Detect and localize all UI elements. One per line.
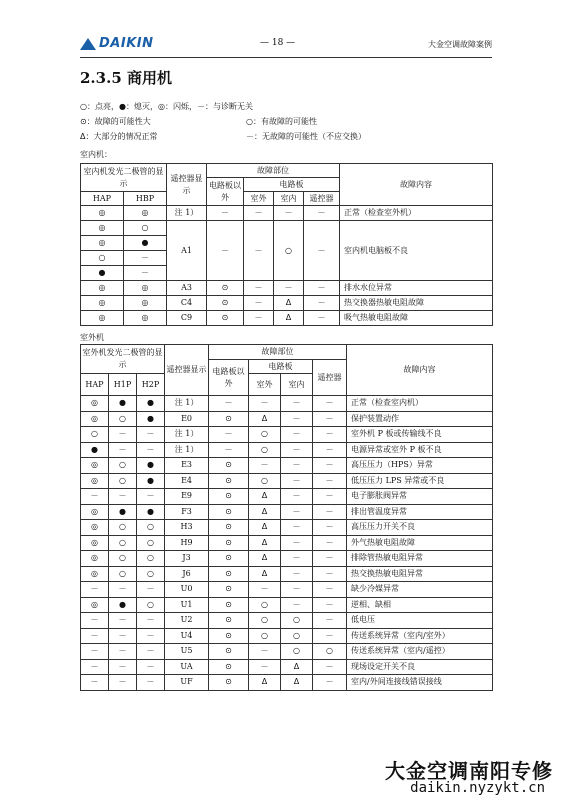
cell-h2p: ● [137, 411, 165, 427]
cell-out: － [249, 659, 281, 675]
cell-h1p: － [109, 613, 137, 629]
cell-pcb-out: ⊙ [209, 613, 249, 629]
cell-h2p: ● [137, 396, 165, 412]
cell-h2p: － [137, 613, 165, 629]
table-row [81, 520, 493, 536]
cell-hap: ◎ [81, 458, 109, 474]
cell-code: E4 [165, 473, 209, 489]
indoor-label: 室内机： [80, 150, 112, 159]
cell-h1p: － [109, 675, 137, 691]
cell-h1p: ● [109, 396, 137, 412]
cell-h1p: － [109, 628, 137, 644]
cell-pcb-out: － [209, 442, 249, 458]
table-row [81, 566, 493, 582]
cell-hap: ◎ [81, 566, 109, 582]
cell-pcb-out: ⊙ [209, 520, 249, 536]
cell-code: F3 [165, 504, 209, 520]
cell-out: Δ [249, 566, 281, 582]
outdoor-pcb-outside-header: 电路板以外 [209, 360, 249, 396]
cell-h1p: ○ [109, 566, 137, 582]
cell-rc: － [313, 582, 347, 598]
cell-rc: － [313, 427, 347, 443]
cell-in: － [281, 458, 313, 474]
cell-desc: 室内/外间连接线错误接线 [347, 675, 493, 691]
cell-code: UA [165, 659, 209, 675]
table-row: ◎ ◎ C9 ⊙ － Δ － 吸气热敏电阻故障 [81, 311, 493, 326]
header-divider [80, 57, 492, 58]
cell-h2p: ● [137, 473, 165, 489]
indoor-pcb-outside-header: 电路板以外 [207, 178, 244, 206]
table-row [81, 675, 493, 691]
cell-in: － [281, 489, 313, 505]
cell-rc: － [313, 597, 347, 613]
cell-out: Δ [249, 535, 281, 551]
outdoor-led-header: 室外机发光二极管的显示 [81, 345, 165, 374]
cell-desc: 传送系统异常（室内/遥控） [347, 644, 493, 660]
outdoor-fault-part-header: 故障部位 [209, 345, 347, 360]
cell-h1p: ○ [109, 411, 137, 427]
cell-in: － [281, 520, 313, 536]
cell-rc: － [313, 504, 347, 520]
cell-code: U0 [165, 582, 209, 598]
cell-h1p: － [109, 644, 137, 660]
cell-rc: － [313, 613, 347, 629]
cell-hap: ◎ [81, 504, 109, 520]
cell-hap: － [81, 489, 109, 505]
cell-h2p: － [137, 489, 165, 505]
table-row [81, 628, 493, 644]
table-row [81, 551, 493, 567]
table-row [81, 411, 493, 427]
cell-hap: ◎ [81, 411, 109, 427]
legend-line-3b: －：无故障的可能性（不应交换） [246, 132, 366, 141]
cell-pcb-out: ⊙ [209, 473, 249, 489]
cell-in: ○ [281, 628, 313, 644]
cell-out: ○ [249, 473, 281, 489]
cell-hap: ◎ [81, 535, 109, 551]
cell-h2p: ● [137, 504, 165, 520]
cell-desc: 外气热敏电阻故障 [347, 535, 493, 551]
cell-hap: － [81, 628, 109, 644]
cell-code: UF [165, 675, 209, 691]
cell-pcb-out: ⊙ [209, 535, 249, 551]
indoor-pcb-header: 电路板 [244, 178, 340, 192]
table-row [81, 504, 493, 520]
outdoor-fault-content-header: 故障内容 [347, 345, 493, 396]
cell-desc: 高压压力（HPS）异常 [347, 458, 493, 474]
outdoor-fault-table [80, 344, 493, 691]
cell-in: － [281, 427, 313, 443]
cell-rc: － [313, 520, 347, 536]
cell-rc: － [313, 458, 347, 474]
cell-h2p: － [137, 442, 165, 458]
cell-in: － [281, 582, 313, 598]
cell-out: － [249, 582, 281, 598]
cell-h1p: ○ [109, 520, 137, 536]
cell-out: ○ [249, 597, 281, 613]
indoor-led-header: 室内机发光二极管的显示 [81, 164, 167, 192]
watermark-title: 大金空调南阳专修 [385, 759, 553, 783]
cell-pcb-out: ⊙ [209, 504, 249, 520]
cell-rc: － [313, 489, 347, 505]
cell-in: Δ [281, 675, 313, 691]
cell-h2p: ○ [137, 535, 165, 551]
cell-h2p: ● [137, 458, 165, 474]
cell-desc: 逆相、缺相 [347, 597, 493, 613]
cell-code: U2 [165, 613, 209, 629]
indoor-fault-part-header: 故障部位 [207, 164, 340, 178]
indoor-hap-header: HAP [81, 192, 124, 206]
cell-hap: ◎ [81, 473, 109, 489]
cell-h1p: ● [109, 597, 137, 613]
table-row [81, 396, 493, 412]
cell-h1p: － [109, 659, 137, 675]
cell-hap: － [81, 644, 109, 660]
cell-desc: 传送系统异常（室内/室外） [347, 628, 493, 644]
cell-h1p: － [109, 489, 137, 505]
cell-pcb-out: ⊙ [209, 489, 249, 505]
cell-h2p: ○ [137, 566, 165, 582]
cell-code: H3 [165, 520, 209, 536]
indoor-remote-ctl-header: 遥控器 [304, 192, 340, 206]
table-row [81, 613, 493, 629]
cell-in: － [281, 396, 313, 412]
cell-out: Δ [249, 489, 281, 505]
cell-desc: 电源异常或室外 P 板不良 [347, 442, 493, 458]
indoor-fault-content-header: 故障内容 [340, 164, 493, 206]
cell-rc: － [313, 473, 347, 489]
cell-rc: － [313, 442, 347, 458]
cell-hap: － [81, 675, 109, 691]
table-row [81, 535, 493, 551]
cell-rc: － [313, 551, 347, 567]
cell-h1p: － [109, 442, 137, 458]
cell-hap: ◎ [81, 597, 109, 613]
table-row [81, 489, 493, 505]
table-row: ◎ ● [81, 236, 493, 251]
table-row [81, 582, 493, 598]
cell-desc: 低电压 [347, 613, 493, 629]
cell-pcb-out: ⊙ [209, 644, 249, 660]
cell-code: E0 [165, 411, 209, 427]
cell-hap: ○ [81, 427, 109, 443]
cell-code: E3 [165, 458, 209, 474]
cell-h2p: － [137, 644, 165, 660]
cell-rc: － [313, 411, 347, 427]
table-row: ◎ ◎ C4 ⊙ － Δ － 热交换器热敏电阻故障 [81, 296, 493, 311]
cell-pcb-out: ⊙ [209, 411, 249, 427]
watermark-url: daikin.nyzykt.cn [410, 780, 545, 796]
cell-rc: － [313, 535, 347, 551]
table-row [81, 442, 493, 458]
table-row [81, 597, 493, 613]
cell-code: J6 [165, 566, 209, 582]
cell-in: ○ [281, 644, 313, 660]
cell-desc: 室外机 P 板或传输线不良 [347, 427, 493, 443]
cell-rc: － [313, 566, 347, 582]
cell-pcb-out: ⊙ [209, 566, 249, 582]
cell-hap: ◎ [81, 396, 109, 412]
cell-out: ○ [249, 613, 281, 629]
cell-hap: － [81, 659, 109, 675]
page-number: — 18 — [260, 38, 296, 48]
cell-h2p: － [137, 427, 165, 443]
section-title: 2.3.5 商用机 [80, 69, 172, 87]
cell-h2p: － [137, 659, 165, 675]
cell-out: Δ [249, 520, 281, 536]
cell-h2p: － [137, 582, 165, 598]
cell-hap: － [81, 613, 109, 629]
cell-hap: － [81, 582, 109, 598]
outdoor-remote-header: 遥控器显示 [165, 345, 209, 396]
cell-out: － [249, 458, 281, 474]
indoor-remote-header: 遥控器显示 [167, 164, 207, 206]
legend-line-1: ○：点亮，●：熄灭，◎：闪烁，－：与诊断无关 [80, 102, 253, 111]
cell-h1p: ● [109, 504, 137, 520]
page-header [80, 36, 492, 56]
table-row: ◎ ○ A1 － － ○ － 室内机电脑板不良 [81, 221, 493, 236]
cell-out: Δ [249, 411, 281, 427]
cell-desc: 正常（检查室内机） [347, 396, 493, 412]
cell-pcb-out: ⊙ [209, 659, 249, 675]
indoor-fault-table [80, 163, 493, 326]
table-row [81, 458, 493, 474]
cell-code: E9 [165, 489, 209, 505]
cell-desc: 排除管热敏电阻异常 [347, 551, 493, 567]
indoor-outdoor-header: 室外 [244, 192, 274, 206]
cell-desc: 低压压力 LPS 异常或不良 [347, 473, 493, 489]
cell-pcb-out: － [209, 396, 249, 412]
cell-pcb-out: ⊙ [209, 675, 249, 691]
table-row [81, 427, 493, 443]
cell-code: 注 1） [165, 396, 209, 412]
cell-out: ○ [249, 442, 281, 458]
cell-in: Δ [281, 659, 313, 675]
table-row [81, 644, 493, 660]
cell-rc: ○ [313, 644, 347, 660]
outdoor-h2p-header: H2P [137, 374, 165, 396]
table-row: ○ － [81, 251, 493, 266]
cell-h2p: － [137, 675, 165, 691]
cell-code: 注 1） [165, 427, 209, 443]
cell-hap: ◎ [81, 520, 109, 536]
cell-in: － [281, 566, 313, 582]
legend-line-2b: ○：有故障的可能性 [246, 117, 317, 126]
cell-h1p: ○ [109, 551, 137, 567]
cell-out: Δ [249, 504, 281, 520]
table-row: ◎ ◎ A3 ⊙ － － － 排水水位异常 [81, 281, 493, 296]
cell-in: ○ [281, 613, 313, 629]
cell-desc: 电子膨胀阀异常 [347, 489, 493, 505]
cell-pcb-out: － [209, 427, 249, 443]
table-row: ● － [81, 266, 493, 281]
cell-in: － [281, 504, 313, 520]
cell-out: － [249, 644, 281, 660]
cell-in: － [281, 535, 313, 551]
cell-in: － [281, 473, 313, 489]
cell-h2p: － [137, 628, 165, 644]
outdoor-label: 室外机 [80, 333, 104, 342]
indoor-indoor-header: 室内 [274, 192, 304, 206]
indoor-hbp-header: HBP [124, 192, 167, 206]
cell-out: ○ [249, 628, 281, 644]
cell-pcb-out: ⊙ [209, 551, 249, 567]
cell-desc: 现场设定开关不良 [347, 659, 493, 675]
legend-line-2a: ⊙：故障的可能性大 [80, 117, 151, 126]
cell-code: U5 [165, 644, 209, 660]
cell-h1p: － [109, 582, 137, 598]
outdoor-h1p-header: H1P [109, 374, 137, 396]
cell-out: Δ [249, 675, 281, 691]
cell-hap: ◎ [81, 551, 109, 567]
cell-h1p: ○ [109, 458, 137, 474]
cell-rc: － [313, 628, 347, 644]
table-row [81, 659, 493, 675]
cell-pcb-out: ⊙ [209, 582, 249, 598]
outdoor-outdoor-header: 室外 [249, 374, 281, 396]
cell-out: Δ [249, 551, 281, 567]
cell-pcb-out: ⊙ [209, 458, 249, 474]
cell-rc: － [313, 675, 347, 691]
cell-h1p: ○ [109, 535, 137, 551]
daikin-logo-icon [80, 38, 96, 50]
cell-h2p: ○ [137, 520, 165, 536]
cell-pcb-out: ⊙ [209, 597, 249, 613]
cell-desc: 保护装置动作 [347, 411, 493, 427]
cell-in: － [281, 551, 313, 567]
book-title: 大金空调故障案例 [428, 40, 492, 49]
cell-out: － [249, 396, 281, 412]
cell-desc: 缺少冷媒异常 [347, 582, 493, 598]
cell-out: ○ [249, 427, 281, 443]
cell-in: － [281, 411, 313, 427]
cell-desc: 热交换热敏电阻异常 [347, 566, 493, 582]
table-row: ◎ ◎ 注 1） － － － － 正常（检查室外机） [81, 206, 493, 221]
cell-code: H9 [165, 535, 209, 551]
legend-line-3a: Δ：大部分的情况正常 [80, 132, 158, 141]
cell-pcb-out: ⊙ [209, 628, 249, 644]
outdoor-indoor-header: 室内 [281, 374, 313, 396]
cell-h1p: － [109, 427, 137, 443]
cell-code: U4 [165, 628, 209, 644]
cell-code: J3 [165, 551, 209, 567]
cell-code: 注 1） [165, 442, 209, 458]
cell-h2p: ○ [137, 551, 165, 567]
outdoor-pcb-header: 电路板 [249, 360, 313, 374]
cell-rc: － [313, 659, 347, 675]
cell-hap: ● [81, 442, 109, 458]
cell-in: － [281, 597, 313, 613]
cell-h1p: ○ [109, 473, 137, 489]
cell-in: － [281, 442, 313, 458]
cell-code: U1 [165, 597, 209, 613]
cell-rc: － [313, 396, 347, 412]
outdoor-hap-header: HAP [81, 374, 109, 396]
cell-desc: 排出管温度异常 [347, 504, 493, 520]
outdoor-remote-ctl-header: 遥控器 [313, 360, 347, 396]
logo-text: DAIKIN [99, 36, 154, 51]
daikin-logo [80, 36, 153, 51]
table-row [81, 473, 493, 489]
cell-desc: 高压压力开关不良 [347, 520, 493, 536]
cell-h2p: ○ [137, 597, 165, 613]
